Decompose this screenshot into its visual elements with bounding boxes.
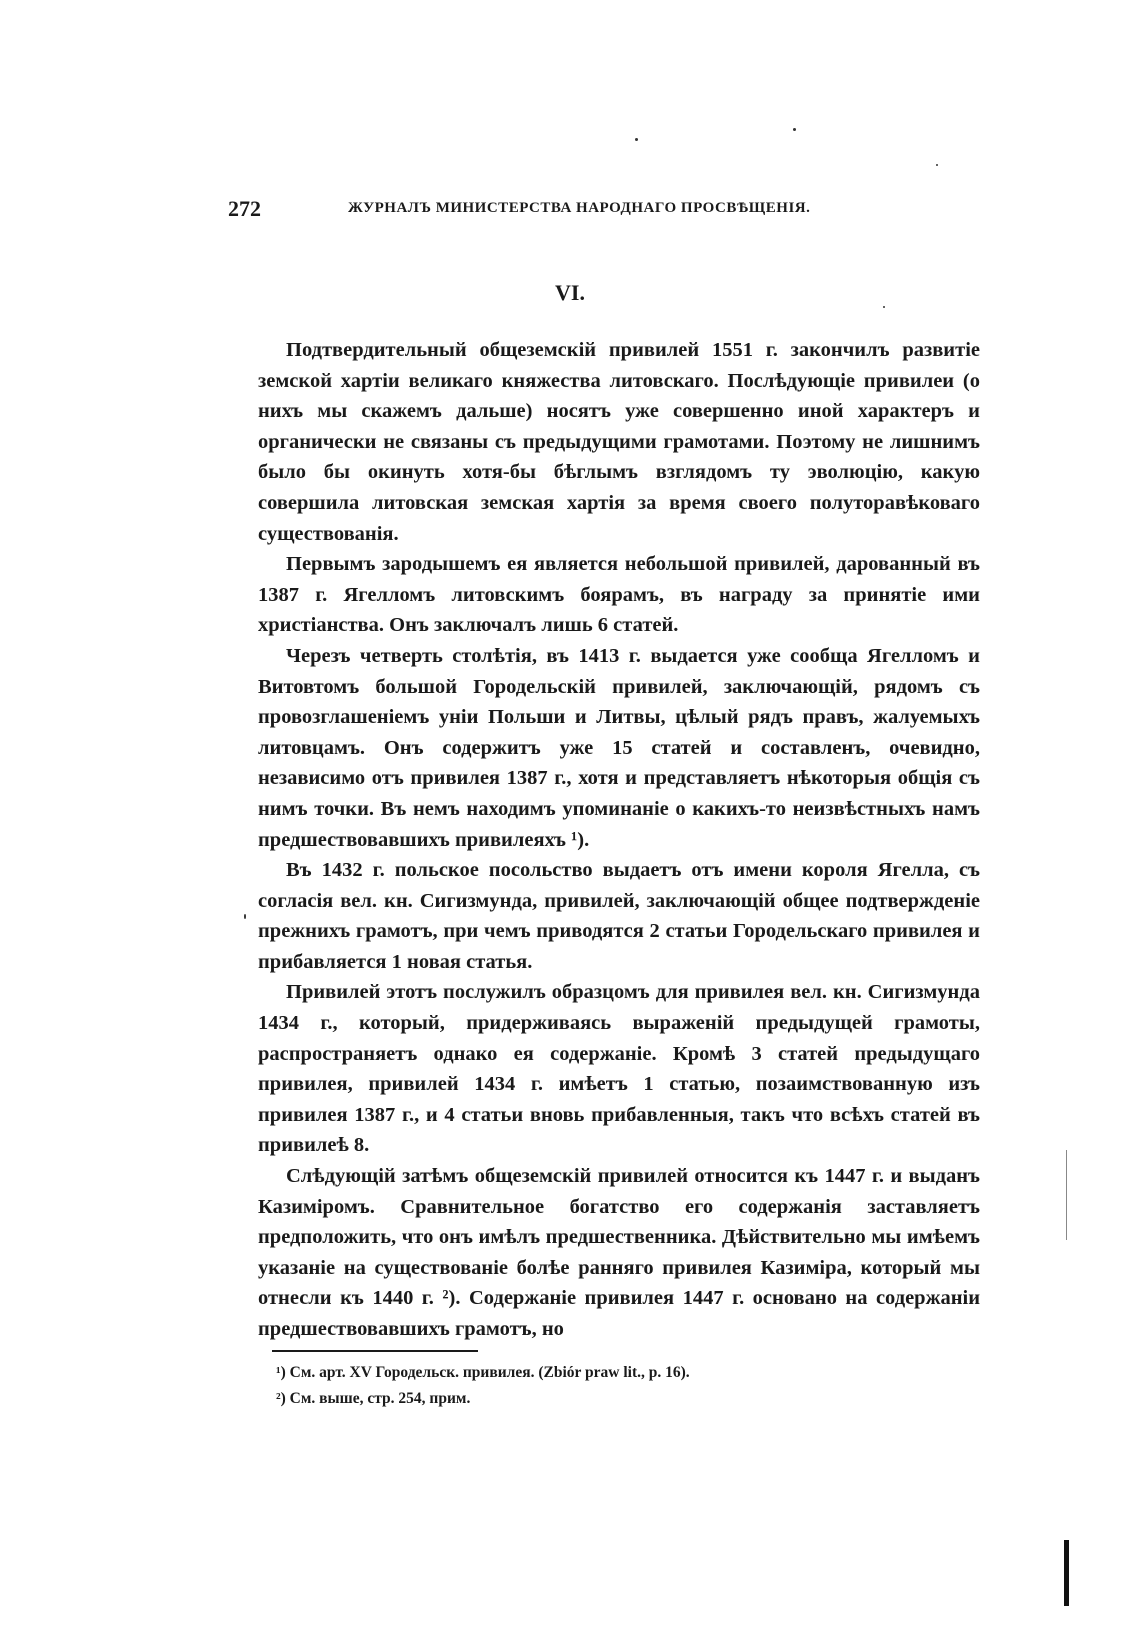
footnotes <box>276 1360 976 1412</box>
paragraph <box>258 641 980 855</box>
paragraph <box>258 855 980 977</box>
paragraph-text: Слѣдующій затѣмъ общеземскій привилей относится къ 1447 г. и выданъ Казиміромъ. Сравнительное богатство его содержанія заставляетъ предположить, что онъ имѣлъ предшественника. Дѣйствительно мы имѣемъ указаніе на существованіе болѣе ранняго привилея Казиміра, который мы отнесли къ 1440 г. <box>258 1165 980 1310</box>
scan-speck <box>244 914 246 919</box>
scan-speck <box>936 164 938 166</box>
paragraph-text: Черезъ четверть столѣтія, въ 1413 г. выдается уже сообща Ягелломъ и Витовтомъ большой Городельскій привилей, заключающій, рядомъ съ провозглашеніемъ уніи Польши и Литвы, цѣлый рядъ правъ, жалуемыхъ литовцамъ. Онъ содержитъ уже 15 статей и составленъ, очевидно, независимо отъ привилея 1387 г., хотя и представляетъ нѣкоторыя общія съ нимъ точки. Въ немъ находимъ упоминаніе о какихъ-то неизвѣстныхъ намъ предшествовавшихъ привилеяхъ <box>258 644 980 851</box>
footnote-ref: ²). <box>442 1287 461 1310</box>
page-number: 272 <box>228 196 261 221</box>
scan-edge-mark <box>1064 1540 1069 1606</box>
scan-edge-line <box>1066 1150 1067 1240</box>
footnote: ¹) См. арт. XV Городельск. привилея. (Zbiór praw lit., p. 16). <box>276 1364 690 1381</box>
paragraph-text: Привилей этотъ послужилъ образцомъ для привилея вел. кн. Сигизмунда 1434 г., который, придерживаясь выраженій предыдущей грамоты, распространяетъ однако ея содержаніе. Кромѣ 3 статей предыдущаго привилея, привилей 1434 г. имѣетъ 1 статью, позаимствованную изъ привилея 1387 г., и 4 статьи вновь прибавленныя, такъ что всѣхъ статей въ привилеѣ 8. <box>258 981 980 1157</box>
running-head <box>228 196 980 226</box>
paragraph-text: Въ 1432 г. польское посольство выдаетъ отъ имени короля Ягелла, съ согласія вел. кн. Сигизмунда, привилей, заключающій общее подтвержденіе прежнихъ грамотъ, при чемъ приводятся 2 статьи Городельскаго привилея и прибавляется 1 новая статья. <box>258 859 980 973</box>
paragraph <box>258 335 980 549</box>
section-heading: VI. <box>555 280 585 305</box>
paragraph-text-continuation: Содержаніе привилея 1447 г. основано на содержаніи предшествовавшихъ грамотъ, но <box>258 1287 981 1340</box>
scan-speck <box>883 306 885 308</box>
main-text <box>258 335 980 1345</box>
paragraph-text: Подтвердительный общеземскій привилей 1551 г. закончилъ развитіе земской хартіи великаго княжества литовскаго. Послѣдующіе привилеи (о нихъ мы скажемъ дальше) носятъ уже совершенно иной характеръ и органически не связаны съ предыдущими грамотами. Поэтому не лишнимъ было бы окинуть хотя-бы бѣглымъ взглядомъ ту эволюцію, какую совершила литовская земская хартія за время своего полуторавѣковаго существованія. <box>258 339 980 545</box>
paragraph <box>258 549 980 641</box>
journal-title: ЖУРНАЛЪ МИНИСТЕРСТВА НАРОДНАГО ПРОСВѢЩЕНІЯ. <box>348 200 811 216</box>
footnote-divider <box>272 1350 478 1352</box>
scan-speck <box>793 128 796 131</box>
paragraph <box>258 977 980 1161</box>
scan-speck <box>635 138 638 141</box>
footnote-ref: ¹). <box>571 828 590 851</box>
footnote: ²) См. выше, стр. 254, прим. <box>276 1390 471 1407</box>
paragraph-text: Первымъ зародышемъ ея является небольшой привилей, дарованный въ 1387 г. Ягелломъ литовскимъ боярамъ, въ награду за принятіе ими христіанства. Онъ заключалъ лишь 6 статей. <box>258 553 980 637</box>
paragraph <box>258 1161 980 1345</box>
